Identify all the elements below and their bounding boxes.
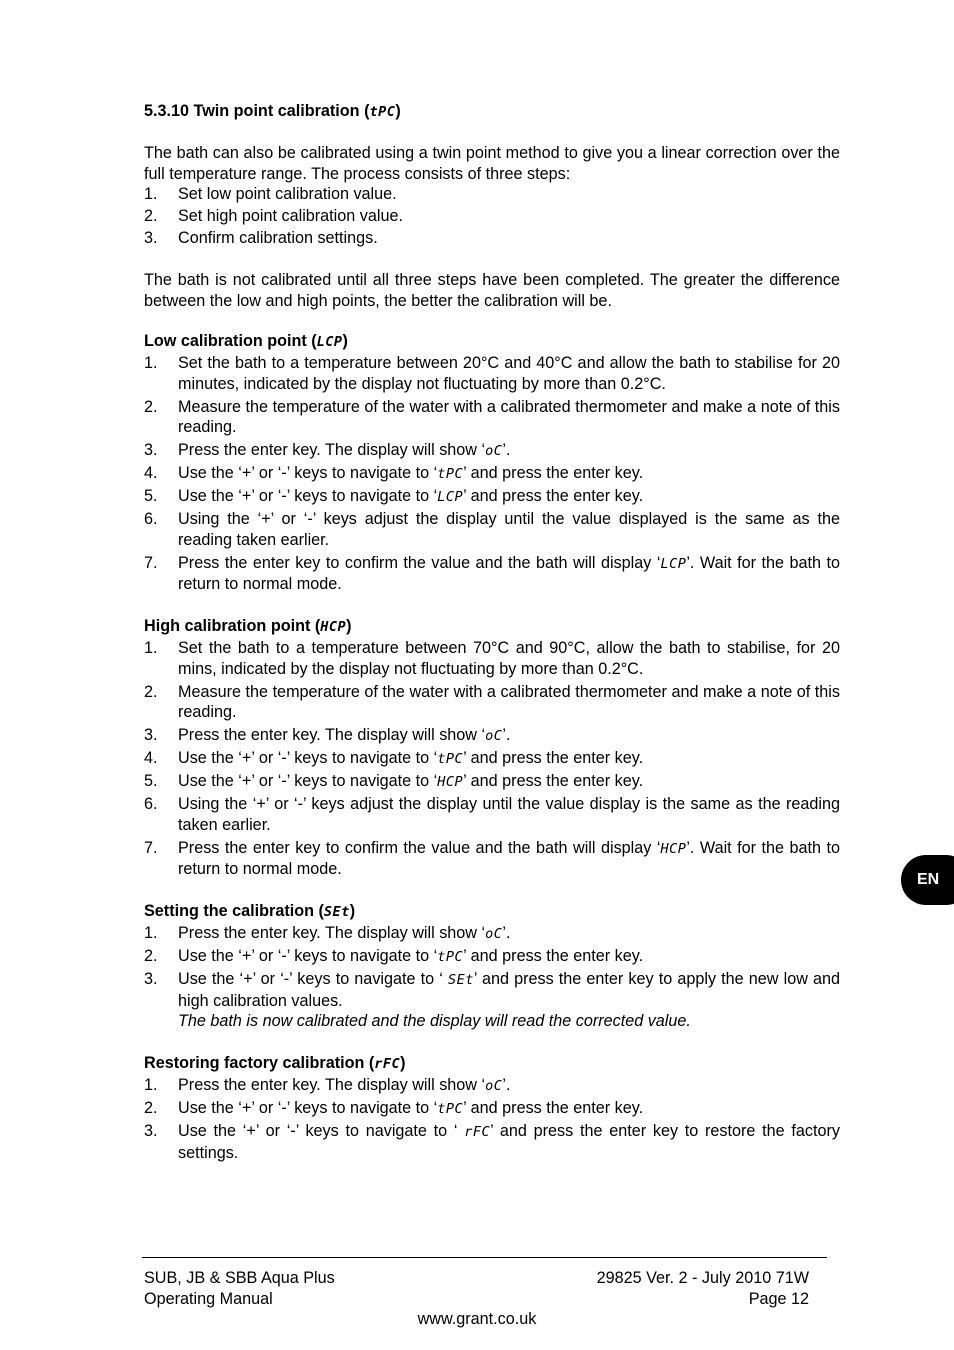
display-code: HCP — [320, 619, 347, 635]
display-code: rFC — [374, 1056, 401, 1072]
list-item: 2. Measure the temperature of the water with a calibrated thermometer and make a note of this reading. — [144, 397, 840, 436]
list-item: 3. Press the enter key. The display will show ‘oC’. — [144, 726, 511, 744]
list-item: 3. Press the enter key. The display will show ‘oC’. — [144, 441, 511, 459]
calibrated-note: The bath is now calibrated and the display will read the corrected value. — [178, 1012, 691, 1030]
display-code: LCP — [316, 334, 343, 350]
list-item: 7. Press the enter key to confirm the value and the bath will display ‘HCP’. Wait for the bath to return to normal mode. — [144, 838, 840, 878]
footer-url: www.grant.co.uk — [417, 1310, 537, 1328]
list-item: 4. Use the ‘+’ or ‘-’ keys to navigate to ‘tPC’ and press the enter key. — [144, 749, 644, 767]
high-calibration-heading: High calibration point (HCP) — [144, 617, 352, 635]
list-item: 1. Set the bath to a temperature between 70°C and 90°C, allow the bath to stabilise, for 20 mins, indicated by the display not fluctuating by more than 0.2°C. — [144, 639, 840, 678]
list-item: 1. Press the enter key. The display will show ‘oC’. — [144, 1076, 511, 1094]
intro-paragraph: The bath can also be calibrated using a twin point method to give you a linear correction over the full temperature range. The process consists of three steps: — [144, 144, 840, 183]
factory-calibration-heading: Restoring factory calibration (rFC) — [144, 1054, 406, 1072]
section-heading: 5.3.10 Twin point calibration (tPC) — [144, 102, 401, 120]
list-item: 3. Use the ‘+’ or ‘-’ keys to navigate to ‘ SEt’ and press the enter key to apply the new low and high calibration values. The bath is now calibrated and the display will read the corrected value. — [144, 970, 841, 1030]
list-item: 6. Using the ‘+’ or ‘-’ keys adjust the display until the value displayed is the same as the reading taken earlier. — [144, 510, 840, 549]
low-calibration-heading: Low calibration point (LCP) — [144, 332, 348, 350]
footer-divider — [142, 1257, 827, 1258]
calibration-note: The bath is not calibrated until all three steps have been completed. The greater the difference between the low and high points, the better the calibration will be. — [144, 271, 840, 310]
list-item: 2. Set high point calibration value. — [144, 207, 403, 225]
setting-calibration-steps — [144, 923, 840, 1032]
intro-steps — [144, 184, 840, 249]
footer-page-number: Page 12 — [748, 1290, 809, 1308]
high-calibration-steps — [144, 638, 840, 880]
footer-left — [144, 1268, 335, 1310]
footer-doc-type: Operating Manual — [144, 1290, 273, 1308]
footer-right — [597, 1268, 809, 1310]
low-calibration-steps — [144, 353, 840, 595]
list-item: 1. Press the enter key. The display will show ‘oC’. — [144, 924, 511, 942]
factory-calibration-steps — [144, 1075, 840, 1163]
list-item: 5. Use the ‘+’ or ‘-’ keys to navigate to ‘HCP’ and press the enter key. — [144, 772, 644, 790]
list-item: 3. Use the ‘+’ or ‘-’ keys to navigate to ‘ rFC’ and press the enter key to restore the factory settings. — [144, 1122, 840, 1162]
list-item: 1. Set the bath to a temperature between 20°C and 40°C and allow the bath to stabilise for 20 minutes, indicated by the display not fluctuating by more than 0.2°C. — [144, 354, 840, 393]
document-body — [144, 100, 840, 1165]
list-item: 6. Using the ‘+’ or ‘-’ keys adjust the display until the value display is the same as the reading taken earlier. — [144, 795, 840, 834]
list-item: 7. Press the enter key to confirm the value and the bath will display ‘LCP’. Wait for the bath to return to normal mode. — [144, 553, 840, 593]
list-item: 4. Use the ‘+’ or ‘-’ keys to navigate to ‘tPC’ and press the enter key. — [144, 464, 644, 482]
list-item: 2. Use the ‘+’ or ‘-’ keys to navigate to ‘tPC’ and press the enter key. — [144, 1099, 644, 1117]
display-code: SEt — [323, 904, 350, 920]
list-item: 5. Use the ‘+’ or ‘-’ keys to navigate to ‘LCP’ and press the enter key. — [144, 487, 644, 505]
language-tab-en: EN — [901, 855, 954, 905]
list-item: 2. Use the ‘+’ or ‘-’ keys to navigate to ‘tPC’ and press the enter key. — [144, 947, 644, 965]
setting-calibration-heading: Setting the calibration (SEt) — [144, 902, 356, 920]
list-item: 3. Confirm calibration settings. — [144, 229, 378, 247]
footer-product: SUB, JB & SBB Aqua Plus — [144, 1269, 335, 1287]
footer-version: 29825 Ver. 2 - July 2010 71W — [596, 1269, 809, 1287]
list-item: 1. Set low point calibration value. — [144, 185, 397, 203]
display-code: tPC — [369, 104, 396, 120]
list-item: 2. Measure the temperature of the water with a calibrated thermometer and make a note of this reading. — [144, 682, 840, 721]
